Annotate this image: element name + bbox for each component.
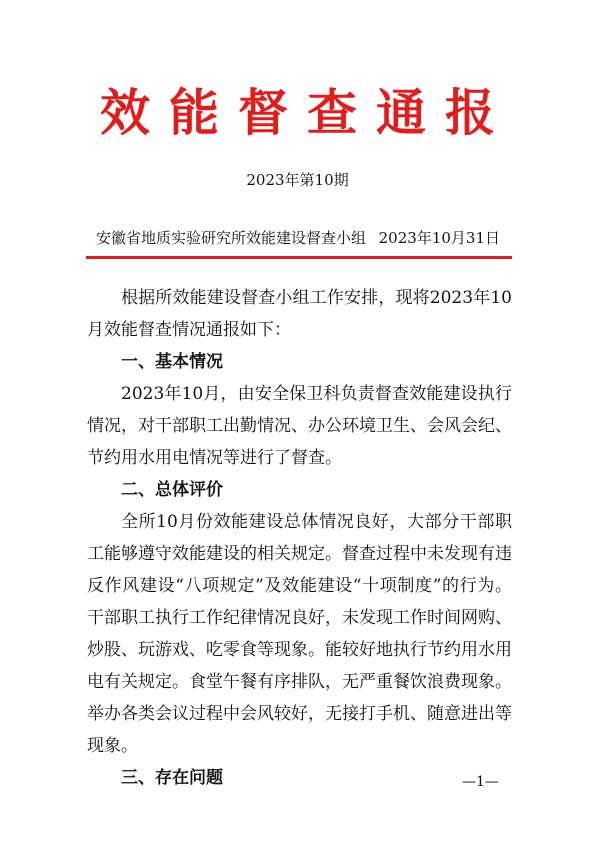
document-body bbox=[87, 282, 512, 794]
issue-number: 2023年第10期 bbox=[246, 171, 349, 189]
section-heading-basic-situation: 一、基本情况 bbox=[121, 352, 223, 372]
document-title: 效能督查通报 bbox=[100, 83, 514, 142]
section-heading-overall-evaluation: 二、总体评价 bbox=[121, 480, 223, 500]
issue-date: 2023年10月31日 bbox=[378, 229, 500, 247]
section-heading-existing-problems: 三、存在问题 bbox=[121, 768, 223, 788]
page-number: —1— bbox=[462, 774, 499, 790]
section-paragraph-overall-evaluation: 全所10月份效能建设总体情况良好，大部分干部职工能够遵守效能建设的相关规定。督查过程中未发现有违反作风建设“八项规定”及效能建设“十项制度”的行为。干部职工执行工作纪律情况良好，未发现工作时间网购、炒股、玩游戏、吃零食等现象。能较好地执行节约用水用电有关规定。食堂午餐有序排队，无严重餐饮浪费现象。举办各类会议过程中会风较好，无接打手机、随意进出等现象。 bbox=[87, 512, 512, 756]
red-divider-rule bbox=[86, 256, 512, 259]
issuing-organization: 安徽省地质实验研究所效能建设督查小组 bbox=[96, 229, 367, 247]
intro-paragraph: 根据所效能建设督查小组工作安排，现将2023年10月效能督查情况通报如下： bbox=[87, 288, 512, 340]
section-paragraph-basic-situation: 2023年10月，由安全保卫科负责督查效能建设执行情况，对干部职工出勤情况、办公环境卫生、会风会纪、节约用水用电情况等进行了督查。 bbox=[87, 384, 512, 468]
